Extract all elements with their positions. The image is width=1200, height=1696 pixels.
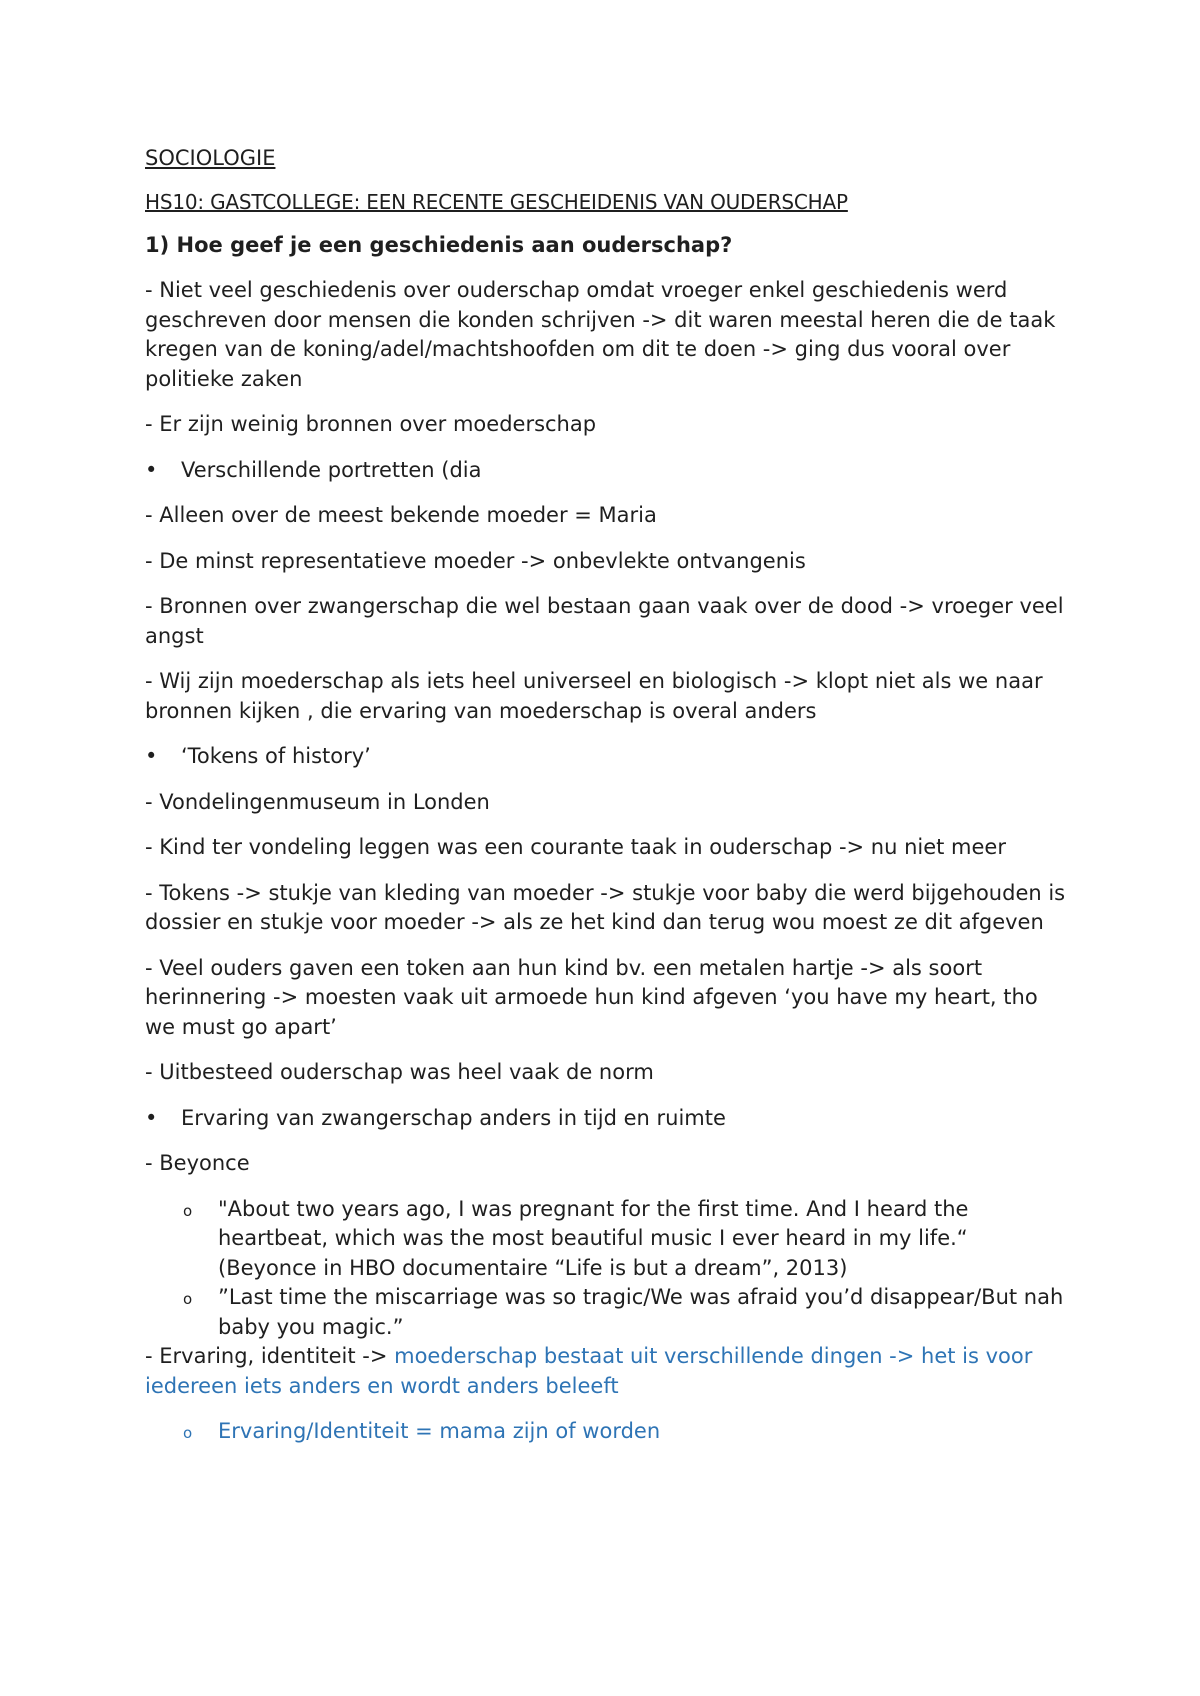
paragraph: - Niet veel geschiedenis over ouderschap omdat vroeger enkel geschiedenis werd geschreven door mensen die konden schrijven -> dit waren meestal heren die de taak kregen van de koning/adel/machtshoofden om dit te doen -> ging dus vooral over politieke zaken — [145, 278, 1056, 391]
paragraph: - Veel ouders gaven een token aan hun kind bv. een metalen hartje -> als soort herinnering -> moesten vaak uit armoede hun kind afgeven ‘you have my heart, tho we must go apart’ — [145, 955, 1038, 1039]
bullet-item — [145, 1104, 1070, 1134]
bullet-marker: • — [145, 457, 158, 482]
paragraph: - Vondelingenmuseum in Londen — [145, 789, 490, 814]
bullet-text: Ervaring van zwangerschap anders in tijd en ruimte — [181, 1105, 726, 1130]
paragraph-text: - Ervaring, identiteit -> — [145, 1344, 395, 1368]
bullet-marker: • — [145, 744, 158, 768]
paragraph: - Kind ter vondeling leggen was een courante taak in ouderschap -> nu niet meer — [145, 835, 1006, 859]
sub-bullet-text: "About two years ago, I was pregnant for the first time. And I heard the heartbeat, which was the most beautiful music I ever heard in my life.“ (Beyonce in HBO documentaire “Life is but a dream”, 2013) — [218, 1196, 969, 1280]
sub-bullet-text: Ervaring/Identiteit = mama zijn of worden — [218, 1419, 661, 1443]
highlighted-text: moederschap bestaat uit verschillende dingen -> het is voor iedereen iets anders en wordt anders beleeft — [145, 1344, 1033, 1398]
paragraph — [145, 1342, 1070, 1401]
paragraph: - Er zijn weinig bronnen over moederschap — [145, 412, 597, 436]
bullet-text: ‘Tokens of history’ — [181, 744, 371, 768]
paragraph: - Alleen over de meest bekende moeder = Maria — [145, 503, 657, 527]
sub-bullet-item — [183, 1283, 1070, 1342]
chapter-heading: HS10: GASTCOLLEGE: EEN RECENTE GESCHEIDENIS VAN OUDERSCHAP — [145, 190, 848, 214]
sub-bullet-text: ”Last time the miscarriage was so tragic/We was afraid you’d disappear/But nah baby you magic.” — [218, 1285, 1064, 1339]
bullet-marker: • — [145, 1105, 158, 1130]
sub-bullet-item — [183, 1195, 1070, 1284]
paragraph: - Bronnen over zwangerschap die wel bestaan gaan vaak over de dood -> vroeger veel angst — [145, 594, 1064, 648]
sub-bullet-marker: o — [183, 1201, 193, 1220]
bullet-item — [145, 742, 1070, 772]
paragraph: - Beyonce — [145, 1151, 250, 1175]
paragraph: - Tokens -> stukje van kleding van moeder -> stukje voor baby die werd bijgehouden is dossier en stukje voor moeder -> als ze het kind dan terug wou moest ze dit afgeven — [145, 880, 1066, 934]
paragraph: - De minst representatieve moeder -> onbevlekte ontvangenis — [145, 548, 806, 573]
document-body — [145, 144, 1070, 1450]
bullet-text: Verschillende portretten (dia — [181, 457, 482, 482]
paragraph: - Wij zijn moederschap als iets heel universeel en biologisch -> klopt niet als we naar bronnen kijken , die ervaring van moederschap is overal anders — [145, 669, 1043, 723]
paragraph: - Uitbesteed ouderschap was heel vaak de norm — [145, 1060, 654, 1084]
sub-bullet-marker: o — [183, 1424, 193, 1442]
sub-bullet-marker: o — [183, 1290, 193, 1308]
document-title: SOCIOLOGIE — [145, 146, 276, 170]
sub-bullet-item — [183, 1417, 1070, 1450]
bullet-item — [145, 456, 1070, 486]
section-heading: 1) Hoe geef je een geschiedenis aan ouderschap? — [145, 233, 733, 257]
